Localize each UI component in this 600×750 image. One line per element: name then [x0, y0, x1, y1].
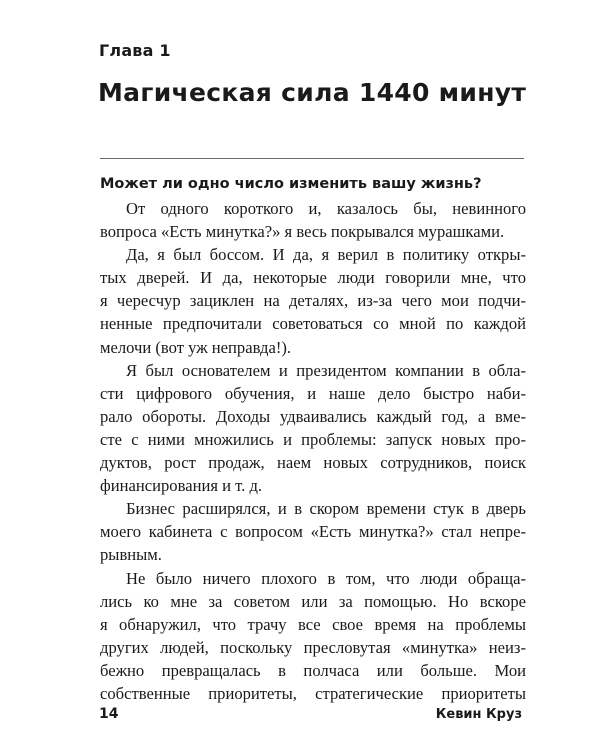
text-line: я чересчур зациклен на деталях, из-за чего мои подчи- [100, 291, 526, 311]
text-line: финансирования и т. д. [100, 476, 263, 496]
chapter-label: Глава 1 [99, 41, 171, 60]
text-line: бежно превращалась в полчаса или больше. Мои [100, 660, 526, 680]
text-line: От одного короткого и, казалось бы, невинного [126, 199, 526, 218]
text-line: дуктов, рост продаж, наем новых сотрудников, поиск [100, 453, 526, 473]
text-line: рывным. [100, 545, 162, 565]
text-line: мелочи (вот уж неправда!). [100, 337, 292, 357]
text-line: Я был основателем и президентом компании в обла- [126, 360, 526, 380]
section-heading: Может ли одно число изменить вашу жизнь? [100, 176, 482, 192]
author-name: Кевин Круз [435, 707, 522, 722]
text-line: сте с ними множились и проблемы: запуск новых про- [100, 429, 526, 449]
page-number: 14 [99, 706, 119, 722]
text-line: Не было ничего плохого в том, что люди обраща- [126, 568, 526, 588]
body-text [100, 197, 526, 705]
text-line: других людей, поскольку пресловутая «минутка» неиз- [100, 637, 526, 657]
text-line: сти цифрового обучения, и наше дело быстро наби- [100, 383, 526, 403]
text-line: Да, я был боссом. И да, я верил в политику откры- [126, 245, 526, 265]
text-line: рало обороты. Доходы удваивались каждый год, а вме- [100, 406, 526, 426]
text-line: моего кабинета с вопросом «Есть минутка?» стал непре- [100, 522, 526, 542]
text-line: вопроса «Есть минутка?» я весь покрывался мурашками. [100, 222, 505, 242]
text-line: лись ко мне за советом или за помощью. Но вскоре [100, 591, 526, 611]
text-line: тых дверей. И да, некоторые люди говорили мне, что [100, 268, 526, 288]
text-line: собственные приоритеты, стратегические приоритеты [100, 683, 526, 703]
divider [100, 158, 524, 159]
text-line: ненные предпочитали советоваться со мной по каждой [100, 314, 526, 334]
chapter-title: Магическая сила 1440 минут [98, 78, 527, 107]
text-line: Бизнес расширялся, и в скором времени стук в дверь [126, 499, 526, 519]
text-line: я обнаружил, что трачу все свое время на проблемы [100, 614, 526, 634]
